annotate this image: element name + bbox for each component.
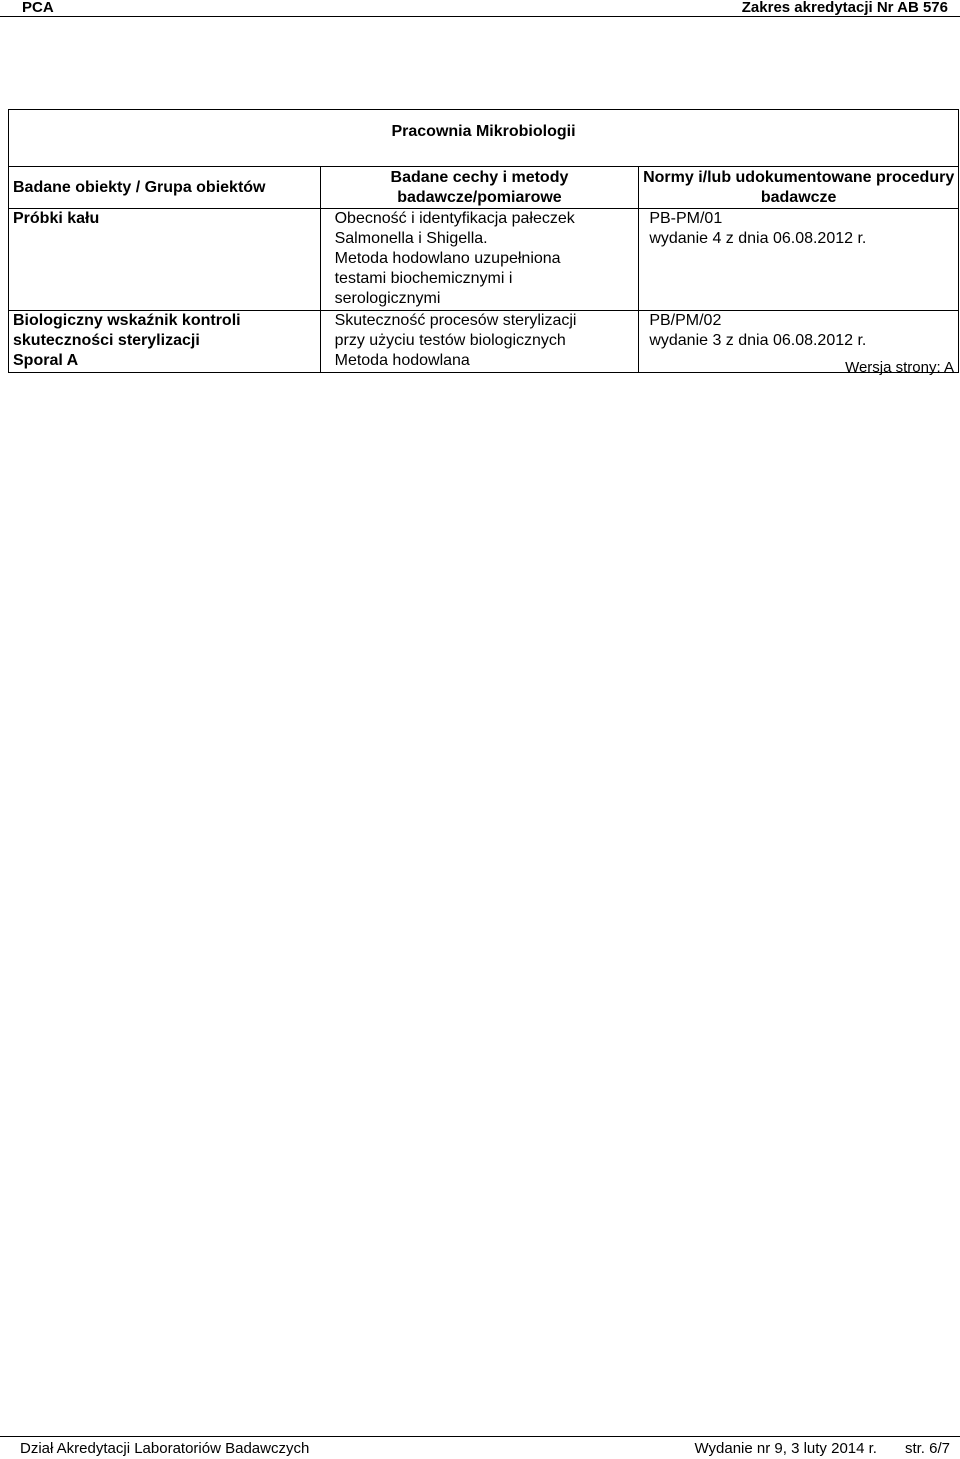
table-cell-procedure [639,209,959,311]
object-line: skuteczności sterylizacji [13,332,200,349]
table-cell-object [9,311,321,373]
header-org: PCA [22,0,54,16]
object-line: Biologiczny wskaźnik kontroli [13,312,241,329]
procedure-edition: wydanie 3 z dnia 06.08.2012 r. [649,332,867,349]
column-header-objects: Badane obiekty / Grupa obiektów [9,167,321,209]
footer-edition: Wydanie nr 9, 3 luty 2014 r. [694,1440,877,1457]
table-cell-object [9,209,321,311]
accreditation-table [8,109,959,373]
lab-title: Pracownia Mikrobiologii [9,110,959,167]
column-header-methods: Badane cechy i metody badawcze/pomiarowe [320,167,639,209]
footer-department: Dział Akredytacji Laboratoriów Badawczych [20,1440,310,1457]
method-line: Metoda hodowlana [334,352,470,369]
method-line: Salmonella i Shigella. [334,230,488,247]
header-title: Zakres akredytacji Nr AB 576 [741,0,948,16]
footer-page-number: str. 6/7 [904,1440,950,1457]
method-line: Skuteczność procesów sterylizacji [334,312,577,329]
object-name: Próbki kału [13,210,100,227]
procedure-code: PB-PM/01 [649,210,723,227]
method-line: testami biochemicznymi i [334,270,513,287]
method-line: serologicznymi [334,290,441,307]
page-footer [0,1436,960,1457]
procedure-edition: wydanie 4 z dnia 06.08.2012 r. [649,230,867,247]
footer-edition-page [695,1440,951,1457]
page-header [0,0,960,17]
page-version: Wersja strony: A [845,359,954,376]
object-line: Sporal A [13,352,79,369]
method-line: Metoda hodowlano uzupełniona [334,250,561,267]
table-cell-method [320,311,639,373]
table-cell-method [320,209,639,311]
procedure-code: PB/PM/02 [649,312,722,329]
method-line: Obecność i identyfikacja pałeczek [334,210,575,227]
column-header-procedures: Normy i/lub udokumentowane procedury badawcze [639,167,959,209]
method-line: przy użyciu testów biologicznych [334,332,566,349]
